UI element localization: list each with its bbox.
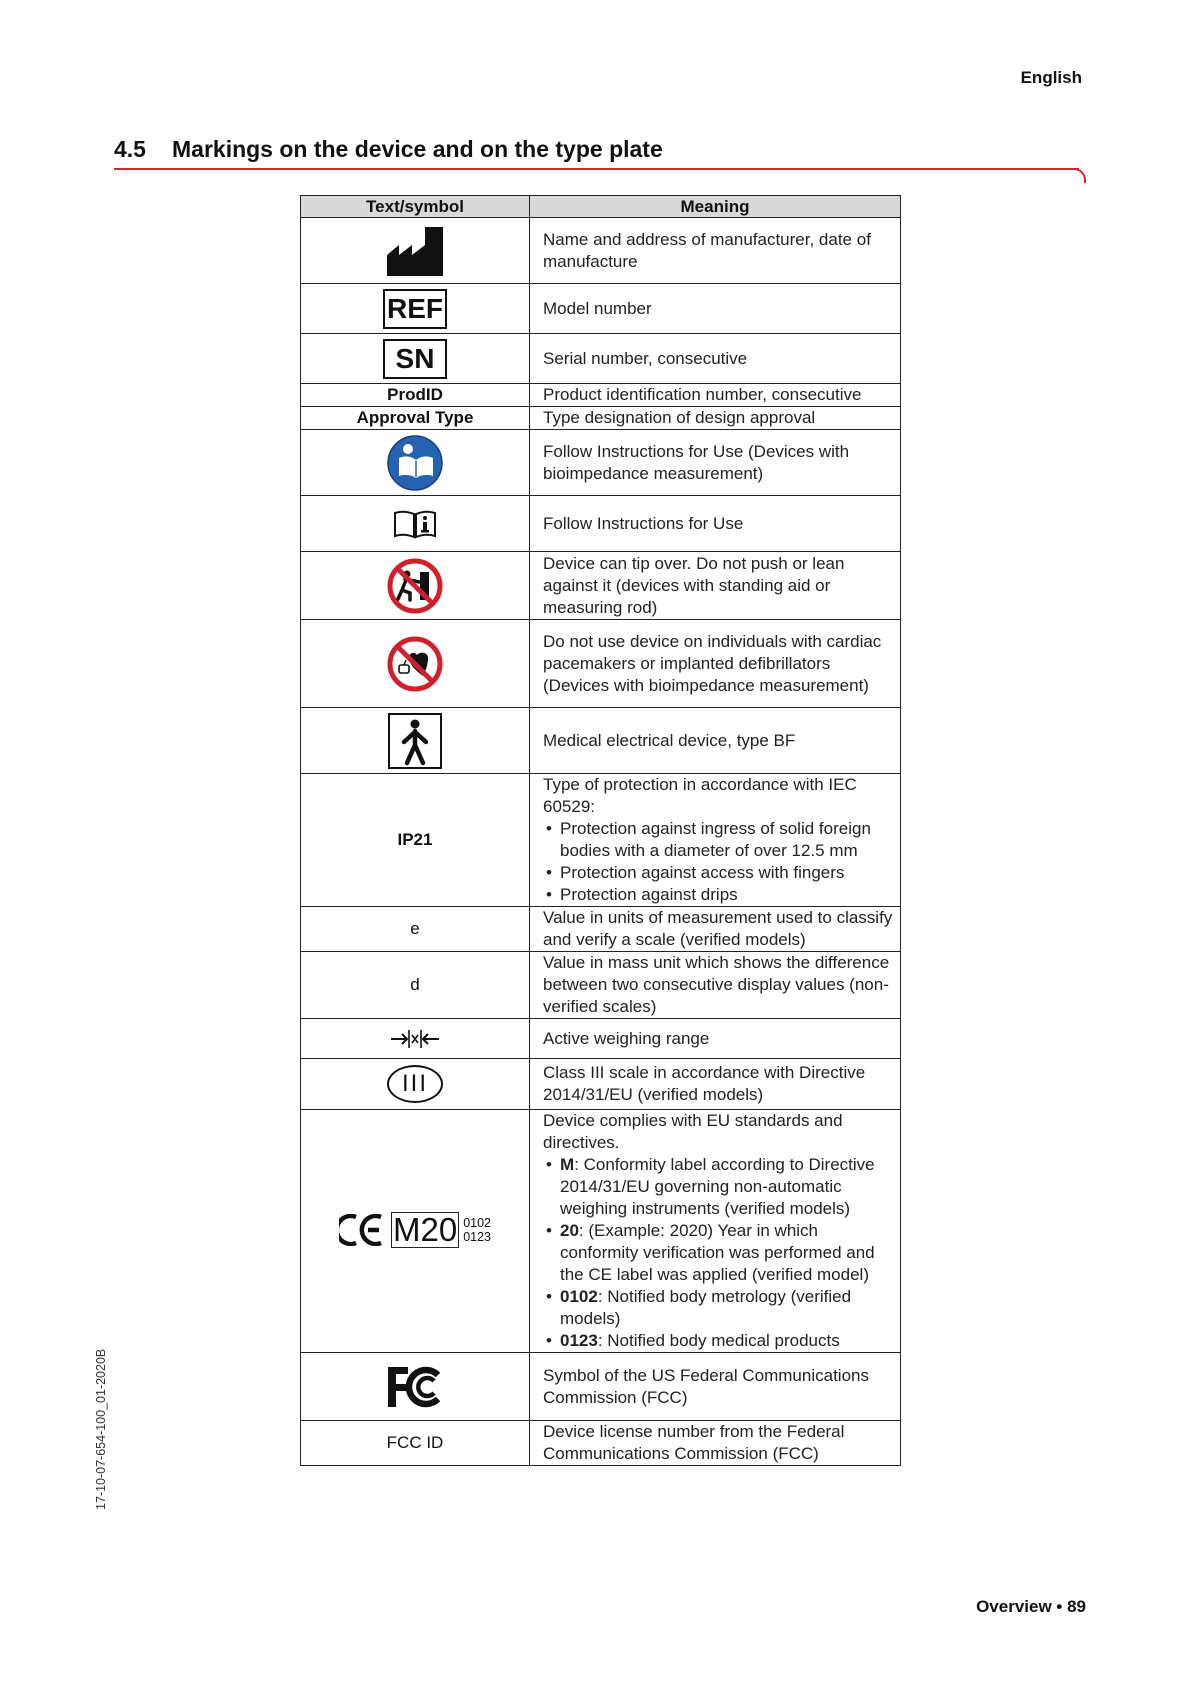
- ip21-symbol: IP21: [301, 774, 530, 907]
- table-row-bf: [301, 708, 901, 774]
- ref-symbol-cell: [301, 284, 530, 334]
- table-row-sn: [301, 334, 901, 384]
- list-item: [543, 1154, 894, 1220]
- list-item: • Protection against ingress of solid foreign bodies with a diameter of over 12.5 mm: [543, 818, 894, 862]
- table-row-d: [301, 952, 901, 1019]
- fccid-symbol: FCC ID: [301, 1421, 530, 1466]
- class3-symbol-cell: [301, 1059, 530, 1110]
- section-heading: [114, 136, 663, 163]
- notified-body-numbers: [463, 1216, 491, 1244]
- ip21-meaning: [530, 774, 901, 907]
- type-bf-applied-part-icon: [387, 712, 443, 770]
- ifu-meaning: Follow Instructions for Use: [530, 496, 901, 552]
- heading-rule: [114, 168, 1079, 170]
- read-manual-sign-icon: [386, 434, 444, 492]
- bullet-key: 0102: [560, 1287, 598, 1306]
- bullet-text: : (Example: 2020) Year in which conformity verification was performed and the CE label was applied (verified model): [560, 1221, 875, 1284]
- range-symbol-cell: [301, 1019, 530, 1059]
- table-row-fcc: [301, 1353, 901, 1421]
- range-meaning: Active weighing range: [530, 1019, 901, 1059]
- pacemaker-meaning: Do not use device on individuals with cardiac pacemakers or implanted defibrillators (Devices with bioimpedance measurement): [530, 620, 901, 708]
- ifu-bia-meaning: Follow Instructions for Use (Devices with bioimpedance measurement): [530, 430, 901, 496]
- table-row-prodid: [301, 384, 901, 407]
- bullet-key: 0123: [560, 1331, 598, 1350]
- bullet-key: M: [560, 1155, 575, 1174]
- class3-meaning: Class III scale in accordance with Directive 2014/31/EU (verified models): [530, 1059, 901, 1110]
- bullet-key: 20: [560, 1221, 579, 1240]
- list-item: [543, 1286, 894, 1330]
- ce-bullet-list: [543, 1154, 894, 1352]
- ce-meaning: [530, 1110, 901, 1353]
- ref-symbol: REF: [383, 289, 447, 329]
- sn-symbol: SN: [383, 339, 447, 379]
- heading-rule-end: [1071, 168, 1086, 183]
- prodid-meaning: Product identification number, consecutive: [530, 384, 901, 407]
- table-row-range: [301, 1019, 901, 1059]
- class-iii-oval-icon: III: [387, 1065, 443, 1103]
- column-header-symbol: Text/symbol: [301, 196, 530, 218]
- d-symbol: d: [301, 952, 530, 1019]
- ce-marking: [339, 1212, 491, 1248]
- section-title: Markings on the device and on the type plate: [172, 136, 663, 162]
- sn-meaning: Serial number, consecutive: [530, 334, 901, 384]
- document-code: 17-10-07-654-100_01-2020B: [94, 1348, 108, 1510]
- prodid-symbol: ProdID: [301, 384, 530, 407]
- notified-body-metrology: 0102: [463, 1215, 491, 1230]
- table-row-ref: [301, 284, 901, 334]
- table-row-e: [301, 907, 901, 952]
- ce-mark-icon: [339, 1214, 385, 1246]
- table-row-manufacturer: [301, 218, 901, 284]
- instructions-book-icon: [393, 509, 437, 539]
- section-number: 4.5: [114, 136, 146, 162]
- table-row-fccid: [301, 1421, 901, 1466]
- bullet-text: : Notified body metrology (verified models): [560, 1287, 852, 1328]
- ref-meaning: Model number: [530, 284, 901, 334]
- tip-symbol-cell: [301, 552, 530, 620]
- page-footer: Overview • 89: [976, 1597, 1086, 1616]
- markings-table: [300, 195, 901, 1466]
- e-symbol: e: [301, 907, 530, 952]
- metrology-mark: M20: [392, 1210, 458, 1248]
- approval-symbol: Approval Type: [301, 407, 530, 430]
- table-row-pacemaker: [301, 620, 901, 708]
- table-row-class3: [301, 1059, 901, 1110]
- ce-intro: Device complies with EU standards and directives.: [543, 1111, 843, 1152]
- fcc-meaning: Symbol of the US Federal Communications Commission (FCC): [530, 1353, 901, 1421]
- bullet-text: : Notified body medical products: [597, 1331, 840, 1350]
- no-pushing-icon: [386, 557, 444, 615]
- column-header-meaning: Meaning: [530, 196, 901, 218]
- table-row-approval: [301, 407, 901, 430]
- sn-symbol-cell: [301, 334, 530, 384]
- ifu-bia-symbol-cell: [301, 430, 530, 496]
- weighing-range-icon: [389, 1028, 441, 1050]
- d-meaning: Value in mass unit which shows the difference between two consecutive display values (non-verified scales): [530, 952, 901, 1019]
- notified-body-medical: 0123: [463, 1229, 491, 1244]
- fcc-logo-icon: [386, 1365, 444, 1409]
- e-meaning: Value in units of measurement used to classify and verify a scale (verified models): [530, 907, 901, 952]
- fccid-meaning: Device license number from the Federal Communications Commission (FCC): [530, 1421, 901, 1466]
- manufacturer-meaning: Name and address of manufacturer, date of manufacture: [530, 218, 901, 284]
- list-item: • Protection against drips: [543, 884, 894, 906]
- list-item: [543, 1330, 894, 1352]
- list-item: • Protection against access with fingers: [543, 862, 894, 884]
- table-row-ip21: [301, 774, 901, 907]
- bf-meaning: Medical electrical device, type BF: [530, 708, 901, 774]
- ip21-bullet-list: [543, 818, 894, 906]
- bullet-text: : Conformity label according to Directive 2014/31/EU governing non-automatic weighing instruments (verified models): [560, 1155, 875, 1218]
- fcc-symbol-cell: [301, 1353, 530, 1421]
- ip21-intro: Type of protection in accordance with IEC 60529:: [543, 775, 857, 816]
- list-item: [543, 1220, 894, 1286]
- bf-symbol-cell: [301, 708, 530, 774]
- ifu-symbol-cell: [301, 496, 530, 552]
- tip-meaning: Device can tip over. Do not push or lean against it (devices with standing aid or measuring rod): [530, 552, 901, 620]
- language-label: English: [1020, 68, 1082, 87]
- factory-icon: [385, 223, 445, 278]
- table-row-ce: [301, 1110, 901, 1353]
- table-row-tip: [301, 552, 901, 620]
- table-row-ifu: [301, 496, 901, 552]
- pacemaker-symbol-cell: [301, 620, 530, 708]
- table-row-ifu-bia: [301, 430, 901, 496]
- no-pacemaker-icon: [386, 635, 444, 693]
- ce-symbol-cell: [301, 1110, 530, 1353]
- approval-meaning: Type designation of design approval: [530, 407, 901, 430]
- table-header-row: [301, 196, 901, 218]
- manufacturer-symbol-cell: [301, 218, 530, 284]
